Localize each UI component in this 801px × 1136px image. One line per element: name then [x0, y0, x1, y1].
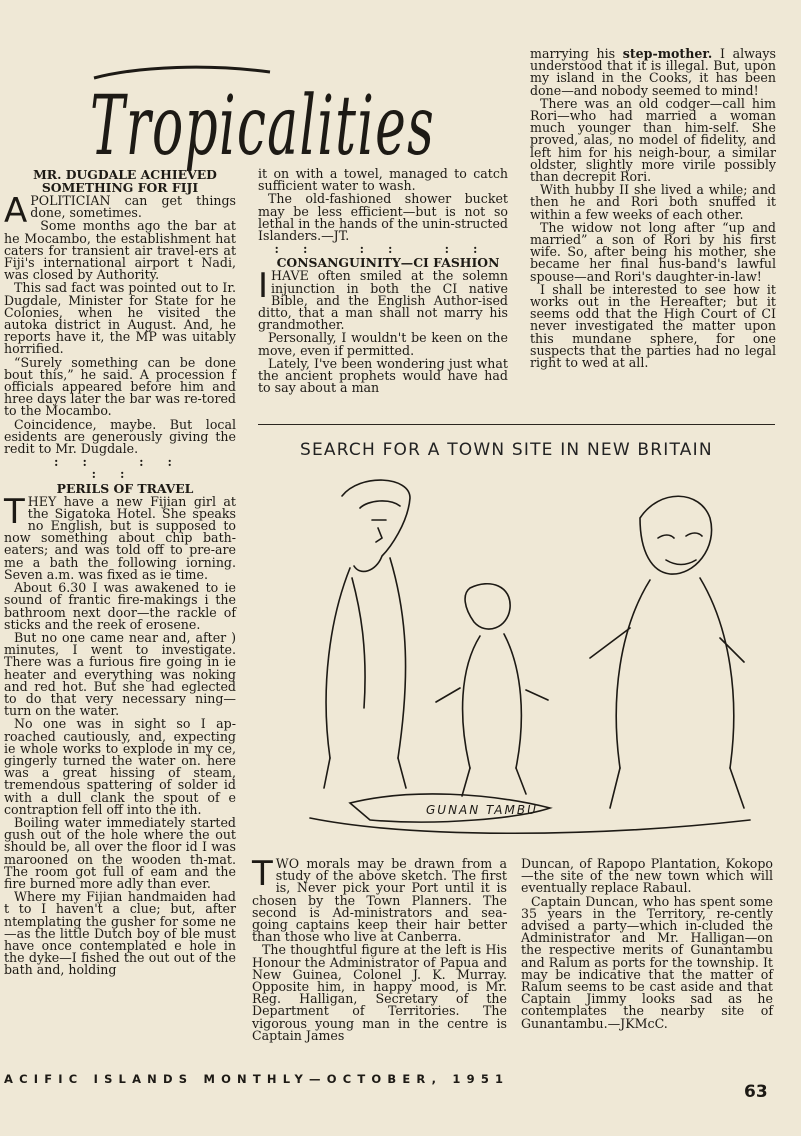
paragraph: Captain Duncan, who has spent some 35 years in the Territory, re-cently advised a party—which in-cluded the Administrator and Mr. Halligan—on the respective merits of Gunantambu and Ralum as ports for the township. It may be indicative that the matter of Ralum seems to be cast aside and that Captain Jimmy looks sad as he contemplates the nearby site of Gunantambu.—JKMcC.	[521, 893, 773, 1031]
paragraph: Lately, I've been wondering just what the ancient prophets would have had to say about a man	[258, 355, 508, 396]
column-consanguinity	[258, 168, 508, 395]
paragraph: Personally, I wouldn't be keen on the move, even if permitted.	[258, 330, 508, 358]
paragraph: Boiling water immediately started gush out of the hole where the out should be, all over the floor id I was marooned on the wooden th-mat. The room got full of eam and the fire burned more adly than ever.	[4, 814, 236, 891]
running-footer: ACIFIC ISLANDS MONTHLY—OCTOBER, 1951	[4, 1072, 510, 1086]
cartoon-sketch	[290, 468, 770, 848]
paragraph: The widow not long after “up and married” a son of Rori by his first wife. So, after being his mother, she became her final hus-band's lawful spouse—and Rori's daughter-in-law!	[530, 219, 776, 284]
paragraph: Duncan, of Rapopo Plantation, Kokopo—the site of the new town which will eventually replace Rabaul.	[521, 856, 773, 896]
paragraph: There was an old codger—call him Rori—who had married a woman much younger than him-self. She proved, alas, no model of fidelity, and left him for his neigh-bour, a similar oldster, slightly more virile possibly than decrepit Rori.	[530, 95, 776, 185]
paragraph: The old-fashioned shower bucket may be less efficient—but is not so lethal in the hands of the unin-structed Islanders.—JT.	[258, 191, 508, 244]
paragraph: it on with a towel, managed to catch sufficient water to wash.	[258, 166, 508, 194]
caricature-drawing	[290, 468, 770, 848]
paragraph: But no one came near and, after ) minutes, I went to investigate. There was a furious fire going in ie heater and everything was noking and red hot. But she had eglected to do that very necessary ning—turn on the water.	[4, 629, 236, 719]
drop-cap: I	[258, 266, 269, 307]
column-dugdale-and-travel	[4, 168, 236, 978]
column-consanguinity-continued	[530, 48, 776, 370]
paragraph: With hubby II she lived a while; and then he and Rori both snuffed it within a few weeks of each other.	[530, 182, 776, 222]
headline-consanguinity: CONSANGUINITY—CI FASHION	[276, 255, 500, 271]
section-divider: :: :: ::	[54, 455, 196, 482]
paragraph: APOLITICIAN can get things done, sometimes.	[4, 191, 236, 231]
paragraph: About 6.30 I was awakened to ie sound of frantic fire-makings i the bathroom next door—the rackle of sticks and the reek of erosene.	[4, 580, 236, 632]
headline-dugdale: MR. DUGDALE ACHIEVED SOMETHING FOR FIJI	[33, 167, 217, 195]
column-caption-right	[521, 858, 773, 1031]
paragraph: marrying his step-mother. I always understood that it is illegal. But, upon my island in the Cooks, it has been done—and nobody seemed to mind!	[530, 46, 776, 98]
paragraph: “Surely something can be done bout this,” he said. A procession f officials appeared before him and hree days later the bar was re-tored to the Mocambo.	[4, 354, 236, 419]
cartoon-banner-title: SEARCH FOR A TOWN SITE IN NEW BRITAIN	[300, 440, 713, 460]
paragraph: TWO morals may be drawn from a study of the above sketch. The first is, Never pick your Port until it is chosen by the Town Planners. The second is Ad-ministrators and sea-going captains keep their hair better than those who live at Canberra.	[252, 854, 507, 945]
paragraph: Coincidence, maybe. But local esidents are generously giving the redit to Mr. Dugdale.	[4, 416, 236, 457]
map-label: GUNAN TAMBU	[426, 803, 538, 817]
section-rule	[258, 424, 775, 425]
paragraph: Some months ago the bar at he Mocambo, the establishment hat caters for transient air travel-ers at Fiji's international airport t Nadi, was closed by Authority.	[4, 218, 236, 283]
paragraph: IHAVE often smiled at the solemn injunction in both the CI native Bible, and the English Author-ised ditto, that a man shall not marry his grandmother.	[258, 266, 508, 333]
paragraph: Where my Fijian handmaiden had t to I haven't a clue; but, after ntemplating the gusher for some ne—as the little Dutch boy of ble must have once contemplated e hole in the dyke—I fished the out out of the bath and, holding	[4, 889, 236, 978]
masthead	[60, 36, 460, 176]
paragraph: This sad fact was pointed out to Ir. Dugdale, Minister for State for he Colonies, when he visited the autoka district in August. And, he reports have it, the MP was uitably horrified.	[4, 280, 236, 357]
paragraph: THEY have a new Fijian girl at the Sigatoka Hotel. She speaks no English, but is supposed to now something about chip bath-eaters; and was told off to pre-are me a bath the following iorning. Seven a.m. was fixed as ie time.	[4, 491, 236, 582]
paragraph: No one was in sight so I ap-roached cautiously, and, expecting ie whole works to explode in my ce, gingerly turned the water on. here was a great hissing of steam, tremendous spattering of solder id with a dull clank the spout of e contraption fell off into the ith.	[4, 716, 236, 817]
headline-perils: PERILS OF TRAVEL	[56, 480, 194, 496]
column-caption-left	[252, 854, 507, 1043]
masthead-lettering	[60, 36, 460, 176]
masthead-title: Tropicalities	[90, 79, 435, 174]
page-number: 63	[744, 1082, 768, 1102]
drop-cap: A	[4, 191, 28, 231]
section-divider: :: :: ::	[274, 242, 502, 257]
paragraph: I shall be interested to see how it works out in the Hereafter; but it seems odd that the High Court of CI never investigated the matter upon this mundane sphere, for one suspects that the parties had no legal right to wed at all.	[530, 281, 776, 371]
drop-cap: T	[4, 491, 25, 532]
drop-cap: T	[252, 854, 273, 894]
paragraph: The thoughtful figure at the left is His Honour the Administrator of Papua and New Guinea, Colonel J. K. Murray. Opposite him, in happy mood, is Mr. Reg. Halligan, Secretary of the Department of Territories. The vigorous young man in the centre is Captain James	[252, 942, 507, 1043]
